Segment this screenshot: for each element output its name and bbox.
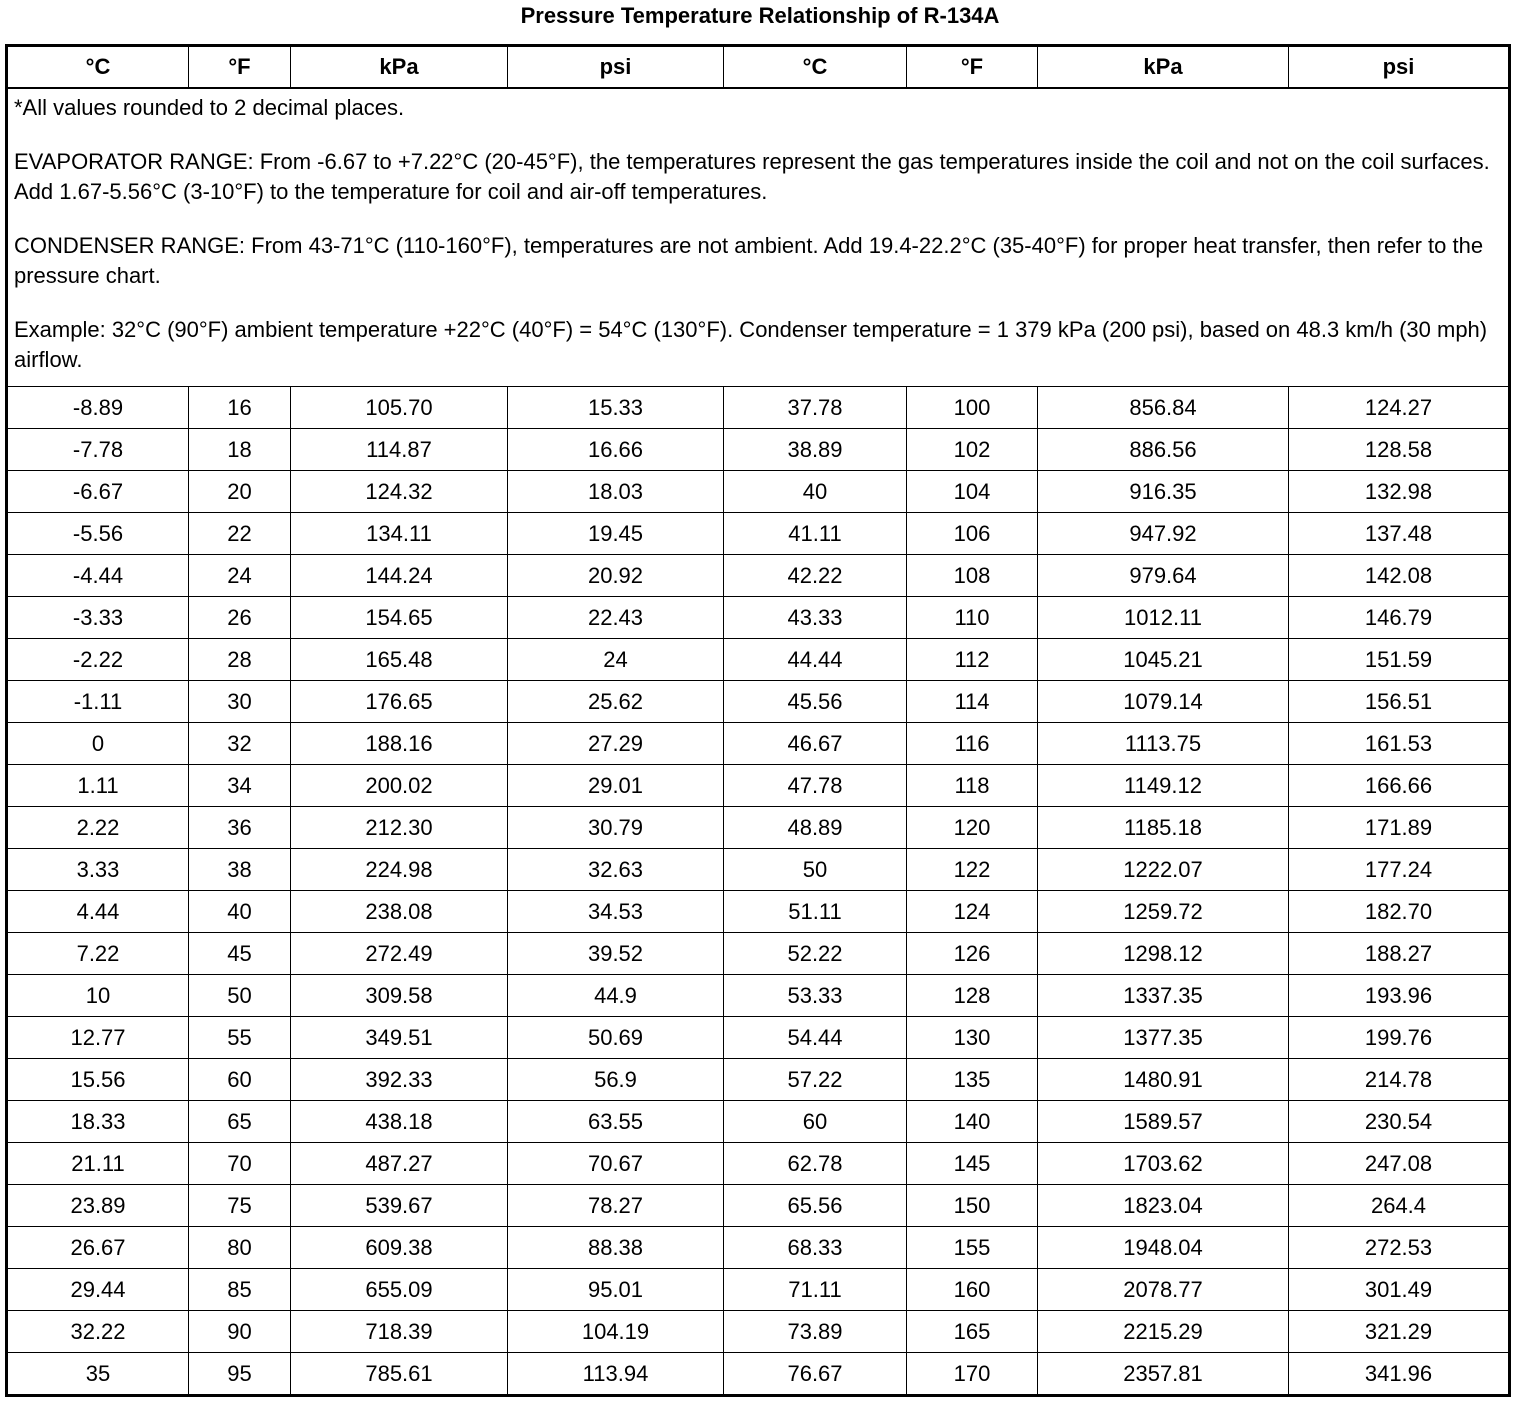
cell-psi-2: 124.27 bbox=[1289, 387, 1510, 429]
cell-fahrenheit-2: 128 bbox=[907, 975, 1038, 1017]
cell-fahrenheit: 20 bbox=[189, 471, 291, 513]
cell-kpa: 487.27 bbox=[291, 1143, 508, 1185]
table-row bbox=[7, 387, 1510, 429]
table-row bbox=[7, 1059, 1510, 1101]
cell-kpa: 392.33 bbox=[291, 1059, 508, 1101]
cell-kpa: 539.67 bbox=[291, 1185, 508, 1227]
cell-fahrenheit-2: 165 bbox=[907, 1311, 1038, 1353]
cell-kpa-2: 886.56 bbox=[1038, 429, 1289, 471]
cell-kpa-2: 1149.12 bbox=[1038, 765, 1289, 807]
cell-psi: 20.92 bbox=[508, 555, 724, 597]
cell-celsius-2: 71.11 bbox=[724, 1269, 907, 1311]
cell-psi: 19.45 bbox=[508, 513, 724, 555]
cell-fahrenheit-2: 118 bbox=[907, 765, 1038, 807]
table-body bbox=[7, 387, 1510, 1396]
cell-celsius: -6.67 bbox=[7, 471, 189, 513]
cell-psi-2: 128.58 bbox=[1289, 429, 1510, 471]
cell-fahrenheit: 50 bbox=[189, 975, 291, 1017]
cell-celsius-2: 47.78 bbox=[724, 765, 907, 807]
cell-fahrenheit-2: 106 bbox=[907, 513, 1038, 555]
cell-fahrenheit-2: 150 bbox=[907, 1185, 1038, 1227]
cell-fahrenheit-2: 122 bbox=[907, 849, 1038, 891]
cell-psi-2: 166.66 bbox=[1289, 765, 1510, 807]
table-row bbox=[7, 429, 1510, 471]
cell-fahrenheit-2: 130 bbox=[907, 1017, 1038, 1059]
notes-row bbox=[7, 88, 1510, 387]
cell-kpa-2: 947.92 bbox=[1038, 513, 1289, 555]
cell-fahrenheit: 45 bbox=[189, 933, 291, 975]
column-header-kpa: kPa bbox=[291, 46, 508, 89]
cell-kpa-2: 1079.14 bbox=[1038, 681, 1289, 723]
cell-psi: 44.9 bbox=[508, 975, 724, 1017]
cell-fahrenheit-2: 170 bbox=[907, 1353, 1038, 1396]
cell-kpa: 124.32 bbox=[291, 471, 508, 513]
cell-psi: 27.29 bbox=[508, 723, 724, 765]
cell-celsius-2: 68.33 bbox=[724, 1227, 907, 1269]
cell-celsius-2: 46.67 bbox=[724, 723, 907, 765]
cell-kpa-2: 1259.72 bbox=[1038, 891, 1289, 933]
cell-psi-2: 272.53 bbox=[1289, 1227, 1510, 1269]
note-rounding: *All values rounded to 2 decimal places. bbox=[14, 95, 405, 120]
table-row bbox=[7, 765, 1510, 807]
cell-kpa-2: 1113.75 bbox=[1038, 723, 1289, 765]
cell-celsius: 15.56 bbox=[7, 1059, 189, 1101]
cell-psi: 15.33 bbox=[508, 387, 724, 429]
column-header-fahrenheit: °F bbox=[189, 46, 291, 89]
note-example: Example: 32°C (90°F) ambient temperature +22°C (40°F) = 54°C (130°F). Condenser temperature = 1 379 kPa (200 psi), based on 48.3 km/h (30 mph) airflow. bbox=[14, 317, 1488, 372]
cell-fahrenheit-2: 108 bbox=[907, 555, 1038, 597]
cell-psi: 34.53 bbox=[508, 891, 724, 933]
cell-psi: 32.63 bbox=[508, 849, 724, 891]
header-row bbox=[7, 46, 1510, 89]
cell-celsius: 0 bbox=[7, 723, 189, 765]
cell-fahrenheit: 80 bbox=[189, 1227, 291, 1269]
cell-fahrenheit-2: 110 bbox=[907, 597, 1038, 639]
cell-psi-2: 161.53 bbox=[1289, 723, 1510, 765]
cell-psi: 50.69 bbox=[508, 1017, 724, 1059]
table-row bbox=[7, 1185, 1510, 1227]
cell-celsius: -2.22 bbox=[7, 639, 189, 681]
cell-psi-2: 142.08 bbox=[1289, 555, 1510, 597]
cell-fahrenheit-2: 102 bbox=[907, 429, 1038, 471]
table-row bbox=[7, 1353, 1510, 1396]
cell-fahrenheit-2: 160 bbox=[907, 1269, 1038, 1311]
cell-kpa-2: 1045.21 bbox=[1038, 639, 1289, 681]
note-condenser-range: CONDENSER RANGE: From 43-71°C (110-160°F), temperatures are not ambient. Add 19.4-22.2°C (35-40°F) for proper heat transfer, then refer to the pressure chart. bbox=[14, 233, 1484, 288]
cell-fahrenheit: 75 bbox=[189, 1185, 291, 1227]
cell-fahrenheit: 36 bbox=[189, 807, 291, 849]
cell-kpa-2: 979.64 bbox=[1038, 555, 1289, 597]
cell-celsius-2: 52.22 bbox=[724, 933, 907, 975]
cell-celsius-2: 44.44 bbox=[724, 639, 907, 681]
cell-psi: 25.62 bbox=[508, 681, 724, 723]
cell-psi-2: 151.59 bbox=[1289, 639, 1510, 681]
table-row bbox=[7, 513, 1510, 555]
cell-fahrenheit: 40 bbox=[189, 891, 291, 933]
page-title: Pressure Temperature Relationship of R-134A bbox=[520, 3, 1000, 28]
cell-fahrenheit-2: 100 bbox=[907, 387, 1038, 429]
cell-fahrenheit: 24 bbox=[189, 555, 291, 597]
column-header-psi-2: psi bbox=[1289, 46, 1510, 89]
cell-fahrenheit: 38 bbox=[189, 849, 291, 891]
cell-fahrenheit: 28 bbox=[189, 639, 291, 681]
cell-celsius-2: 51.11 bbox=[724, 891, 907, 933]
cell-fahrenheit: 16 bbox=[189, 387, 291, 429]
cell-celsius: 29.44 bbox=[7, 1269, 189, 1311]
cell-psi: 63.55 bbox=[508, 1101, 724, 1143]
cell-fahrenheit: 32 bbox=[189, 723, 291, 765]
cell-fahrenheit-2: 120 bbox=[907, 807, 1038, 849]
cell-fahrenheit-2: 135 bbox=[907, 1059, 1038, 1101]
cell-celsius: -1.11 bbox=[7, 681, 189, 723]
cell-kpa: 165.48 bbox=[291, 639, 508, 681]
cell-kpa-2: 1589.57 bbox=[1038, 1101, 1289, 1143]
table-row bbox=[7, 681, 1510, 723]
cell-psi: 39.52 bbox=[508, 933, 724, 975]
cell-psi-2: 156.51 bbox=[1289, 681, 1510, 723]
cell-celsius: 18.33 bbox=[7, 1101, 189, 1143]
cell-kpa-2: 1337.35 bbox=[1038, 975, 1289, 1017]
cell-psi: 104.19 bbox=[508, 1311, 724, 1353]
table-row bbox=[7, 1101, 1510, 1143]
cell-celsius-2: 40 bbox=[724, 471, 907, 513]
table-row bbox=[7, 1227, 1510, 1269]
cell-fahrenheit-2: 126 bbox=[907, 933, 1038, 975]
cell-kpa-2: 2078.77 bbox=[1038, 1269, 1289, 1311]
cell-kpa-2: 2357.81 bbox=[1038, 1353, 1289, 1396]
cell-celsius: 10 bbox=[7, 975, 189, 1017]
cell-celsius: 32.22 bbox=[7, 1311, 189, 1353]
cell-kpa-2: 1480.91 bbox=[1038, 1059, 1289, 1101]
cell-celsius: 4.44 bbox=[7, 891, 189, 933]
cell-fahrenheit: 60 bbox=[189, 1059, 291, 1101]
cell-psi: 70.67 bbox=[508, 1143, 724, 1185]
cell-psi-2: 199.76 bbox=[1289, 1017, 1510, 1059]
table-row bbox=[7, 891, 1510, 933]
cell-kpa: 718.39 bbox=[291, 1311, 508, 1353]
cell-celsius: -8.89 bbox=[7, 387, 189, 429]
column-header-psi: psi bbox=[508, 46, 724, 89]
cell-celsius: 1.11 bbox=[7, 765, 189, 807]
table-row bbox=[7, 555, 1510, 597]
cell-celsius-2: 62.78 bbox=[724, 1143, 907, 1185]
cell-celsius-2: 37.78 bbox=[724, 387, 907, 429]
cell-celsius: -3.33 bbox=[7, 597, 189, 639]
cell-psi: 113.94 bbox=[508, 1353, 724, 1396]
cell-fahrenheit: 34 bbox=[189, 765, 291, 807]
cell-celsius-2: 60 bbox=[724, 1101, 907, 1143]
cell-psi-2: 230.54 bbox=[1289, 1101, 1510, 1143]
cell-kpa: 188.16 bbox=[291, 723, 508, 765]
table-row bbox=[7, 807, 1510, 849]
cell-celsius-2: 38.89 bbox=[724, 429, 907, 471]
cell-fahrenheit-2: 104 bbox=[907, 471, 1038, 513]
cell-celsius: 7.22 bbox=[7, 933, 189, 975]
cell-kpa-2: 1703.62 bbox=[1038, 1143, 1289, 1185]
table-row bbox=[7, 849, 1510, 891]
cell-fahrenheit: 85 bbox=[189, 1269, 291, 1311]
cell-celsius-2: 73.89 bbox=[724, 1311, 907, 1353]
cell-celsius-2: 54.44 bbox=[724, 1017, 907, 1059]
cell-fahrenheit-2: 145 bbox=[907, 1143, 1038, 1185]
cell-celsius-2: 41.11 bbox=[724, 513, 907, 555]
table-row bbox=[7, 597, 1510, 639]
cell-fahrenheit-2: 155 bbox=[907, 1227, 1038, 1269]
table-row bbox=[7, 1017, 1510, 1059]
cell-psi: 88.38 bbox=[508, 1227, 724, 1269]
cell-kpa: 609.38 bbox=[291, 1227, 508, 1269]
cell-celsius-2: 43.33 bbox=[724, 597, 907, 639]
cell-kpa: 224.98 bbox=[291, 849, 508, 891]
cell-kpa: 212.30 bbox=[291, 807, 508, 849]
cell-fahrenheit: 65 bbox=[189, 1101, 291, 1143]
cell-fahrenheit: 90 bbox=[189, 1311, 291, 1353]
cell-psi: 95.01 bbox=[508, 1269, 724, 1311]
cell-kpa: 144.24 bbox=[291, 555, 508, 597]
cell-psi-2: 188.27 bbox=[1289, 933, 1510, 975]
cell-kpa: 238.08 bbox=[291, 891, 508, 933]
note-evaporator-range: EVAPORATOR RANGE: From -6.67 to +7.22°C (20-45°F), the temperatures represent the gas temperatures inside the coil and not on the coil surfaces. Add 1.67-5.56°C (3-10°F) to the temperature for coil and air-off temperatures. bbox=[14, 149, 1490, 204]
cell-kpa: 134.11 bbox=[291, 513, 508, 555]
cell-celsius-2: 48.89 bbox=[724, 807, 907, 849]
table-row bbox=[7, 1269, 1510, 1311]
cell-fahrenheit-2: 114 bbox=[907, 681, 1038, 723]
cell-psi: 18.03 bbox=[508, 471, 724, 513]
cell-fahrenheit-2: 124 bbox=[907, 891, 1038, 933]
cell-psi-2: 321.29 bbox=[1289, 1311, 1510, 1353]
cell-kpa: 272.49 bbox=[291, 933, 508, 975]
cell-psi: 24 bbox=[508, 639, 724, 681]
cell-celsius: 3.33 bbox=[7, 849, 189, 891]
cell-psi-2: 182.70 bbox=[1289, 891, 1510, 933]
cell-psi-2: 301.49 bbox=[1289, 1269, 1510, 1311]
cell-fahrenheit: 18 bbox=[189, 429, 291, 471]
column-header-fahrenheit-2: °F bbox=[907, 46, 1038, 89]
cell-celsius-2: 53.33 bbox=[724, 975, 907, 1017]
cell-kpa: 438.18 bbox=[291, 1101, 508, 1143]
cell-kpa-2: 856.84 bbox=[1038, 387, 1289, 429]
cell-kpa-2: 1185.18 bbox=[1038, 807, 1289, 849]
cell-celsius-2: 50 bbox=[724, 849, 907, 891]
cell-kpa: 349.51 bbox=[291, 1017, 508, 1059]
cell-kpa-2: 1012.11 bbox=[1038, 597, 1289, 639]
cell-psi-2: 193.96 bbox=[1289, 975, 1510, 1017]
cell-celsius-2: 45.56 bbox=[724, 681, 907, 723]
cell-psi: 30.79 bbox=[508, 807, 724, 849]
cell-psi-2: 247.08 bbox=[1289, 1143, 1510, 1185]
cell-kpa: 176.65 bbox=[291, 681, 508, 723]
cell-fahrenheit: 70 bbox=[189, 1143, 291, 1185]
cell-celsius: 26.67 bbox=[7, 1227, 189, 1269]
table-row bbox=[7, 933, 1510, 975]
column-header-celsius-2: °C bbox=[724, 46, 907, 89]
cell-kpa: 154.65 bbox=[291, 597, 508, 639]
cell-celsius-2: 76.67 bbox=[724, 1353, 907, 1396]
column-header-celsius: °C bbox=[7, 46, 189, 89]
cell-celsius-2: 42.22 bbox=[724, 555, 907, 597]
cell-kpa: 655.09 bbox=[291, 1269, 508, 1311]
cell-psi-2: 137.48 bbox=[1289, 513, 1510, 555]
cell-kpa: 114.87 bbox=[291, 429, 508, 471]
cell-celsius-2: 65.56 bbox=[724, 1185, 907, 1227]
cell-celsius: 23.89 bbox=[7, 1185, 189, 1227]
cell-kpa-2: 916.35 bbox=[1038, 471, 1289, 513]
cell-psi: 29.01 bbox=[508, 765, 724, 807]
cell-psi-2: 177.24 bbox=[1289, 849, 1510, 891]
table-row bbox=[7, 1143, 1510, 1185]
cell-psi-2: 264.4 bbox=[1289, 1185, 1510, 1227]
column-header-kpa-2: kPa bbox=[1038, 46, 1289, 89]
cell-psi: 56.9 bbox=[508, 1059, 724, 1101]
cell-psi-2: 214.78 bbox=[1289, 1059, 1510, 1101]
cell-celsius: -5.56 bbox=[7, 513, 189, 555]
cell-psi-2: 171.89 bbox=[1289, 807, 1510, 849]
pressure-temperature-table bbox=[5, 44, 1511, 1397]
cell-psi: 16.66 bbox=[508, 429, 724, 471]
cell-fahrenheit: 30 bbox=[189, 681, 291, 723]
table-row bbox=[7, 471, 1510, 513]
cell-psi: 78.27 bbox=[508, 1185, 724, 1227]
cell-psi-2: 146.79 bbox=[1289, 597, 1510, 639]
cell-fahrenheit-2: 140 bbox=[907, 1101, 1038, 1143]
cell-celsius: 21.11 bbox=[7, 1143, 189, 1185]
cell-celsius: 12.77 bbox=[7, 1017, 189, 1059]
cell-celsius-2: 57.22 bbox=[724, 1059, 907, 1101]
table-row bbox=[7, 639, 1510, 681]
cell-fahrenheit: 95 bbox=[189, 1353, 291, 1396]
cell-kpa: 105.70 bbox=[291, 387, 508, 429]
cell-fahrenheit-2: 116 bbox=[907, 723, 1038, 765]
cell-psi: 22.43 bbox=[508, 597, 724, 639]
table-row bbox=[7, 1311, 1510, 1353]
cell-fahrenheit: 26 bbox=[189, 597, 291, 639]
cell-kpa-2: 1948.04 bbox=[1038, 1227, 1289, 1269]
cell-kpa: 309.58 bbox=[291, 975, 508, 1017]
cell-celsius: -4.44 bbox=[7, 555, 189, 597]
cell-celsius: -7.78 bbox=[7, 429, 189, 471]
cell-celsius: 35 bbox=[7, 1353, 189, 1396]
cell-psi-2: 132.98 bbox=[1289, 471, 1510, 513]
cell-psi-2: 341.96 bbox=[1289, 1353, 1510, 1396]
cell-fahrenheit-2: 112 bbox=[907, 639, 1038, 681]
cell-kpa-2: 1298.12 bbox=[1038, 933, 1289, 975]
table-row bbox=[7, 975, 1510, 1017]
cell-fahrenheit: 22 bbox=[189, 513, 291, 555]
cell-kpa-2: 2215.29 bbox=[1038, 1311, 1289, 1353]
table-row bbox=[7, 723, 1510, 765]
cell-kpa-2: 1377.35 bbox=[1038, 1017, 1289, 1059]
cell-fahrenheit: 55 bbox=[189, 1017, 291, 1059]
cell-kpa-2: 1823.04 bbox=[1038, 1185, 1289, 1227]
cell-kpa: 785.61 bbox=[291, 1353, 508, 1396]
cell-kpa-2: 1222.07 bbox=[1038, 849, 1289, 891]
cell-kpa: 200.02 bbox=[291, 765, 508, 807]
cell-celsius: 2.22 bbox=[7, 807, 189, 849]
notes-cell bbox=[7, 88, 1510, 387]
